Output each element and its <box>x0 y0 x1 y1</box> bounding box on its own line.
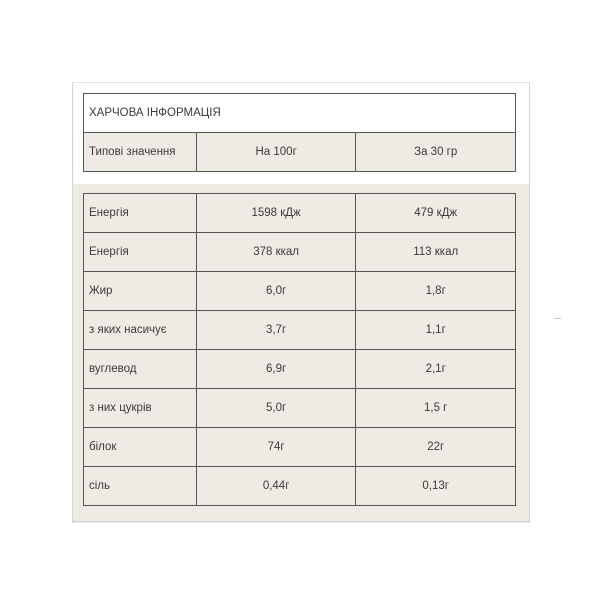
value-per-30g: 2,1г <box>356 350 516 389</box>
nutrient-name: Жир <box>84 272 197 311</box>
nutrient-name: білок <box>84 428 197 467</box>
value-per-100g: 74г <box>196 428 356 467</box>
column-header-per-100g: На 100г <box>196 133 356 172</box>
value-per-100g: 5,0г <box>196 389 356 428</box>
nutrition-title: ХАРЧОВА ІНФОРМАЦІЯ <box>84 94 516 133</box>
nutrient-name: Енергія <box>84 194 197 233</box>
value-per-30g: 479 кДж <box>356 194 516 233</box>
table-row <box>84 233 516 272</box>
table-row <box>84 467 516 506</box>
value-per-30g: 1,8г <box>356 272 516 311</box>
value-per-100g: 0,44г <box>196 467 356 506</box>
value-per-30g: 0,13г <box>356 467 516 506</box>
nutrient-name: Енергія <box>84 233 197 272</box>
value-per-30g: 1,5 г <box>356 389 516 428</box>
column-header-row <box>84 133 516 172</box>
divider-mark <box>554 318 561 319</box>
nutrition-header-table <box>83 93 516 172</box>
nutrient-name: з яких насичує <box>84 311 197 350</box>
value-per-100g: 1598 кДж <box>196 194 356 233</box>
nutrition-values-table <box>83 193 516 506</box>
column-header-typical: Типові значення <box>84 133 197 172</box>
table-row <box>84 428 516 467</box>
table-row <box>84 389 516 428</box>
nutrient-name: сіль <box>84 467 197 506</box>
value-per-100g: 3,7г <box>196 311 356 350</box>
value-per-30g: 22г <box>356 428 516 467</box>
value-per-30g: 1,1г <box>356 311 516 350</box>
value-per-30g: 113 ккал <box>356 233 516 272</box>
table-row <box>84 272 516 311</box>
nutrient-name: з них цукрів <box>84 389 197 428</box>
table-row <box>84 311 516 350</box>
column-header-per-30g: За 30 гр <box>356 133 516 172</box>
panel-bottom-border <box>72 521 529 522</box>
table-row <box>84 350 516 389</box>
value-per-100g: 6,9г <box>196 350 356 389</box>
title-row <box>84 94 516 133</box>
nutrient-name: вуглевод <box>84 350 197 389</box>
value-per-100g: 6,0г <box>196 272 356 311</box>
value-per-100g: 378 ккал <box>196 233 356 272</box>
table-row <box>84 194 516 233</box>
